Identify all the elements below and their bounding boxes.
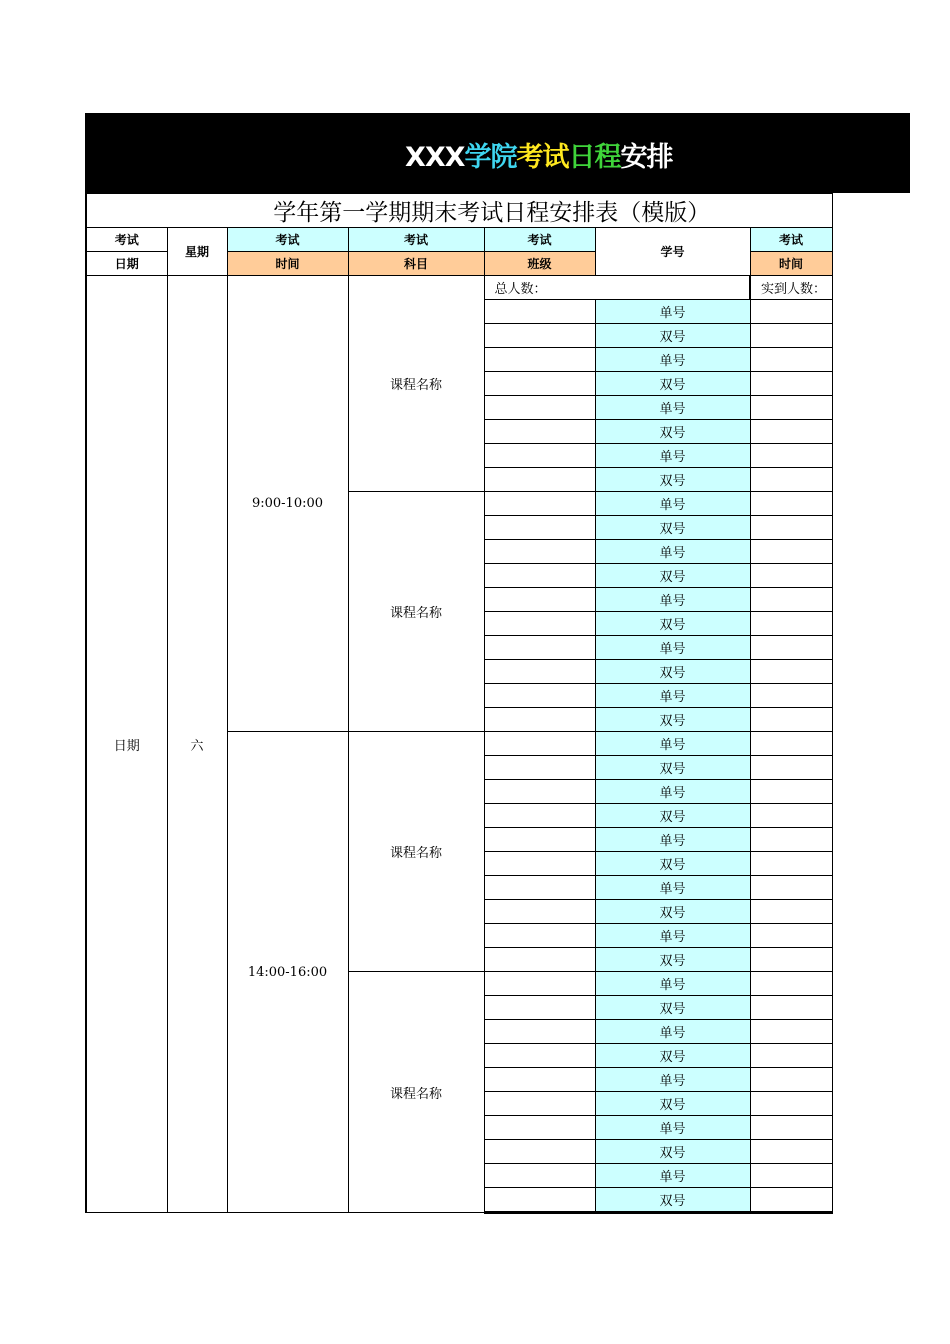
table-subtitle [86,194,832,228]
header-exam-date-bottom: 日期 [86,252,167,276]
header-exam-class-top: 考试 [484,228,595,252]
class-cell [484,564,595,588]
class-cell [484,708,595,732]
student-id-cell: 双号 [595,468,750,492]
banner-title-part: 安排 [620,142,673,173]
class-cell [484,372,595,396]
attendance-cell [750,924,832,948]
header-exam-class-bottom: 班级 [484,252,595,276]
student-id-cell: 单号 [595,636,750,660]
class-cell [484,828,595,852]
attendance-cell [750,612,832,636]
banner-title-part: 日程 [568,142,621,173]
student-id-cell: 单号 [595,732,750,756]
attendance-cell [750,684,832,708]
session-time-cell: 9:00-10:00 [227,276,348,732]
title-banner [85,113,910,193]
student-id-cell: 双号 [595,1092,750,1116]
class-cell [484,972,595,996]
attendance-cell [750,1092,832,1116]
student-id-cell: 单号 [595,828,750,852]
student-id-cell: 单号 [595,444,750,468]
class-cell [484,1068,595,1092]
student-id-cell: 双号 [595,804,750,828]
class-cell [484,1092,595,1116]
class-cell [484,396,595,420]
attendance-cell [750,1044,832,1068]
exam-date-cell: 日期 [86,276,167,1213]
student-id-cell: 单号 [595,300,750,324]
class-cell [484,1116,595,1140]
attendance-cell [750,588,832,612]
class-cell [484,1164,595,1188]
student-id-cell: 双号 [595,1044,750,1068]
banner-title-part: 考试 [516,142,569,173]
class-cell [484,588,595,612]
student-id-cell: 单号 [595,540,750,564]
class-cell [484,1044,595,1068]
class-cell [484,900,595,924]
attendance-cell [750,1188,832,1213]
student-id-cell: 双号 [595,420,750,444]
class-cell [484,636,595,660]
class-cell [484,924,595,948]
schedule-table [85,193,833,1214]
student-id-cell: 单号 [595,1068,750,1092]
attendance-cell [750,1116,832,1140]
subject-name-cell: 课程名称 [348,492,484,732]
class-cell [484,1020,595,1044]
class-cell [484,996,595,1020]
attendance-cell [750,948,832,972]
student-id-cell: 单号 [595,684,750,708]
class-cell [484,852,595,876]
attendance-cell [750,1140,832,1164]
student-id-cell: 单号 [595,396,750,420]
banner-title [405,135,672,174]
attendance-cell [750,1020,832,1044]
class-cell [484,660,595,684]
class-cell [484,1188,595,1213]
attendance-cell [750,492,832,516]
student-id-cell: 双号 [595,900,750,924]
student-id-cell: 单号 [595,348,750,372]
attendance-cell [750,708,832,732]
class-cell [484,324,595,348]
banner-title-part: XXX [405,142,465,173]
class-cell [484,444,595,468]
student-id-cell: 双号 [595,564,750,588]
actual-count-label: 实到人数： [750,276,832,300]
attendance-cell [750,660,832,684]
attendance-cell [750,468,832,492]
header-exam-time2-bottom: 时间 [750,252,832,276]
header-student-id: 学号 [595,228,750,276]
attendance-cell [750,828,832,852]
class-cell [484,1140,595,1164]
attendance-cell [750,996,832,1020]
attendance-cell [750,564,832,588]
attendance-cell [750,852,832,876]
student-id-cell: 双号 [595,516,750,540]
subject-name-cell: 课程名称 [348,972,484,1213]
table-subtitle-text: 学年第一学期期末考试日程安排表（模版） [273,200,711,226]
session-time-cell: 14:00-16:00 [227,732,348,1213]
attendance-cell [750,372,832,396]
attendance-cell [750,732,832,756]
class-cell [484,612,595,636]
class-cell [484,732,595,756]
attendance-cell [750,420,832,444]
header-row [86,228,832,252]
student-id-cell: 单号 [595,588,750,612]
subject-name-cell: 课程名称 [348,732,484,972]
attendance-cell [750,516,832,540]
student-id-cell: 双号 [595,1188,750,1213]
class-cell [484,300,595,324]
banner-title-part: 学院 [464,142,517,173]
student-id-cell: 双号 [595,612,750,636]
class-cell [484,756,595,780]
attendance-cell [750,324,832,348]
student-id-cell: 双号 [595,372,750,396]
header-weekday: 星期 [167,228,227,276]
student-id-cell: 双号 [595,708,750,732]
class-cell [484,468,595,492]
attendance-cell [750,540,832,564]
summary-row [86,276,832,300]
student-id-cell: 单号 [595,972,750,996]
student-id-cell: 双号 [595,996,750,1020]
attendance-cell [750,636,832,660]
class-cell [484,948,595,972]
class-cell [484,804,595,828]
class-cell [484,876,595,900]
student-id-cell: 双号 [595,324,750,348]
student-id-cell: 双号 [595,948,750,972]
student-id-cell: 单号 [595,1164,750,1188]
attendance-cell [750,756,832,780]
student-id-cell: 单号 [595,1116,750,1140]
header-exam-subject-bottom: 科目 [348,252,484,276]
header-exam-date-top: 考试 [86,228,167,252]
header-exam-subject-top: 考试 [348,228,484,252]
subtitle-row [86,194,832,228]
student-id-cell: 双号 [595,1140,750,1164]
attendance-cell [750,348,832,372]
student-id-cell: 单号 [595,492,750,516]
student-id-cell: 单号 [595,876,750,900]
student-id-cell: 双号 [595,852,750,876]
attendance-cell [750,804,832,828]
class-cell [484,540,595,564]
attendance-cell [750,780,832,804]
student-id-cell: 双号 [595,756,750,780]
attendance-cell [750,1068,832,1092]
header-exam-time-top: 考试 [227,228,348,252]
attendance-cell [750,444,832,468]
student-id-cell: 单号 [595,1020,750,1044]
attendance-cell [750,300,832,324]
class-cell [484,348,595,372]
student-id-cell: 双号 [595,660,750,684]
attendance-cell [750,972,832,996]
attendance-cell [750,876,832,900]
class-cell [484,780,595,804]
header-exam-time-bottom: 时间 [227,252,348,276]
class-cell [484,492,595,516]
attendance-cell [750,396,832,420]
header-exam-time2-top: 考试 [750,228,832,252]
subject-name-cell: 课程名称 [348,276,484,492]
class-cell [484,516,595,540]
class-cell [484,420,595,444]
weekday-cell: 六 [167,276,227,1213]
attendance-cell [750,1164,832,1188]
attendance-cell [750,900,832,924]
student-id-cell: 单号 [595,780,750,804]
class-cell [484,684,595,708]
student-id-cell: 单号 [595,924,750,948]
total-count-label: 总人数： [484,276,750,300]
